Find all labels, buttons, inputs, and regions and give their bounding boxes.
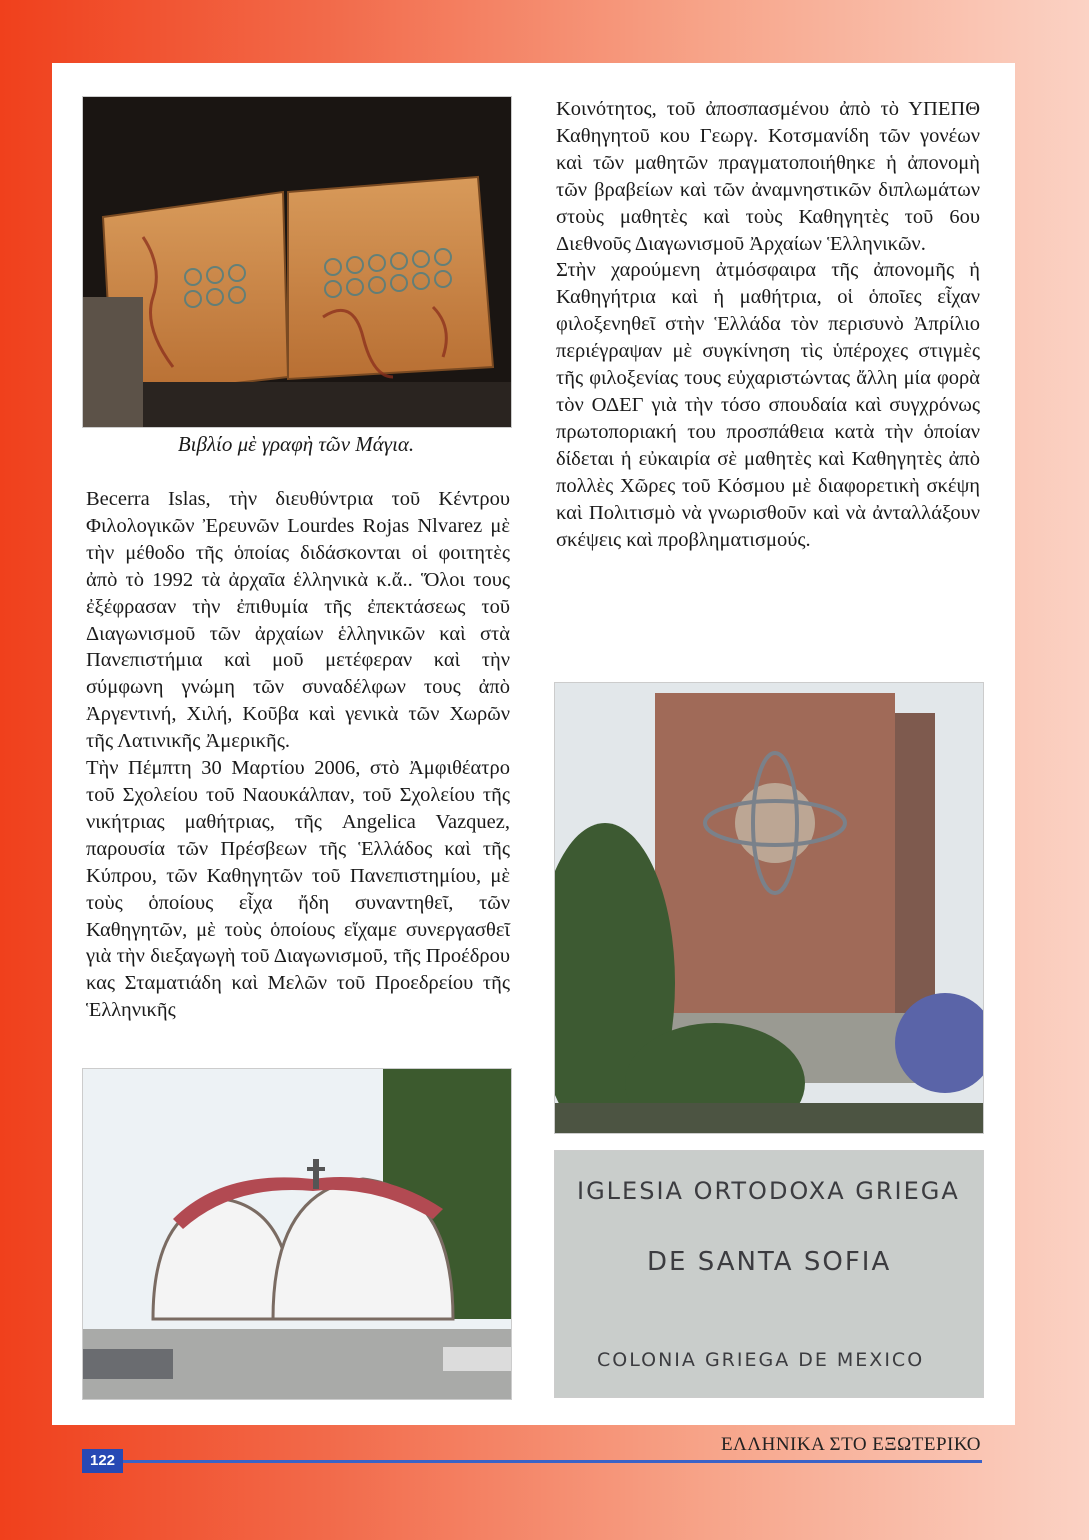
right-paragraph-1: Κοινότητος, τοῦ ἀποσπασμένου ἀπὸ τὸ ΥΠΕΠΘ Καθηγητοῦ κου Γεωργ. Κοτσμανίδη τῶν γονέων καὶ τῶν μαθητῶν πραγματοποιήθηκε ἡ ἀπονομὴ τῶν βραβείων καὶ τῶν ἀναμνηστικῶν διπλωμάτων στοὺς μαθητὲς καὶ τοὺς Καθηγητὲς τοῦ 6ου Διεθνοῦς Διαγωνισμοῦ Ἀρχαίων Ἑλληνικῶν. bbox=[556, 98, 980, 255]
sign-line-3: COLONIA GRIEGA DE MEXICO bbox=[597, 1349, 925, 1371]
maya-codex-photo bbox=[82, 96, 512, 428]
church-sign-photo bbox=[554, 1150, 984, 1398]
library-building-photo bbox=[554, 682, 984, 1134]
codex-caption: Βιβλίο μὲ γραφὴ τῶν Μάγια. bbox=[177, 432, 415, 456]
library-illustration bbox=[555, 683, 983, 1133]
church-illustration bbox=[83, 1069, 511, 1399]
right-paragraph-2: Στὴν χαρούμενη ἀτμόσφαιρα τῆς ἀπονομῆς ἡ Καθηγήτρια καὶ ἡ μαθήτρια, οἱ ὁποῖες εἶχαν φιλοξενηθεῖ στὴν Ἑλλάδα τὸν περισυνὸ Ἀπρίλιο περιέγραψαν μὲ συγκίνηση τὶς ὑπέροχες στιγμὲς τῆς φιλοξενίας τους εὐχαριστώντας ἄλλη μία φορὰ τὸν ΟΔΕΓ γιὰ τὴν τόσο σπουδαία καὶ συγχρόνως πρωτοποριακή του προσπάθεια κατὰ τὴν ὁποίαν δίδεται ἡ εὐκαιρία σὲ μαθητὲς καὶ Καθηγητὲς ἀπὸ πολλὲς Χῶρες τοῦ Κόσμου μὲ διαφορετικὴ σκέψη καὶ Πολιτισμὸ νὰ γνωρισθοῦν καὶ νὰ ἀνταλλάξουν σκέψεις καὶ προβληματισμούς. bbox=[556, 259, 980, 551]
church-photo bbox=[82, 1068, 512, 1400]
page-number: 122 bbox=[82, 1449, 123, 1473]
footer-rule bbox=[120, 1460, 982, 1463]
sign-line-1: IGLESIA ORTODOXA GRIEGA bbox=[577, 1177, 960, 1205]
codex-illustration bbox=[83, 97, 511, 427]
left-paragraph-1: Becerra Islas, τὴν διευθύντρια τοῦ Κέντρου Φιλολογικῶν Ἐρευνῶν Lourdes Rojas Nlvarez μὲ τὴν μέθοδο τῆς ὁποίας διδάσκονται οἱ φοιτητὲς ἀπὸ τὸ 1992 τὰ ἀρχαῖα ἑλληνικὰ κ.ἄ.. Ὅλοι τους ἐξέφρασαν τὴν ἐπιθυμία τῆς ἐπεκτάσεως τοῦ Διαγωνισμοῦ τῶν ἀρχαίων ἑλληνικῶν καὶ στὰ Πανεπιστήμια καὶ μοῦ μετέφεραν καὶ τὴν σύμφωνη γνώμη τῶν συναδέλφων τους ἀπὸ Ἀργεντινή, Χιλή, Κοῦβα καὶ γενικὰ τῶν Χωρῶν τῆς Λατινικῆς Ἀμερικῆς. bbox=[86, 488, 510, 753]
left-paragraph-2: Τὴν Πέμπτη 30 Μαρτίου 2006, στὸ Ἀμφιθέατρο τοῦ Σχολείου τοῦ Ναουκάλπαν, τοῦ Σχολείου τῆς νικήτριας μαθήτριας, τῆς Angelica Vazquez, παρουσία τῶν Πρέσβεων τῆς Ἑλλάδος καὶ τῆς Κύπρου, τῶν Καθηγητῶν τοῦ Πανεπιστημίου, μὲ τοὺς ὁποίους εἶχα ἤδη συναντηθεῖ, τῶν Καθηγητῶν, μὲ τοὺς ὁποίους εἴχαμε συνεργασθεῖ γιὰ τὴν διεξαγωγὴ τοῦ Διαγωνισμοῦ, τῆς Προέδρου κας Σταματιάδη καὶ Μελῶν τοῦ Προεδρείου τῆς Ἑλληνικῆς bbox=[86, 757, 510, 1022]
left-column-text bbox=[86, 486, 510, 1024]
right-column-text bbox=[556, 96, 980, 553]
sign-line-2: DE SANTA SOFIA bbox=[647, 1247, 892, 1277]
running-title: ΕΛΛΗΝΙΚΑ ΣΤΟ ΕΞΩΤΕΡΙΚΟ bbox=[720, 1434, 981, 1455]
